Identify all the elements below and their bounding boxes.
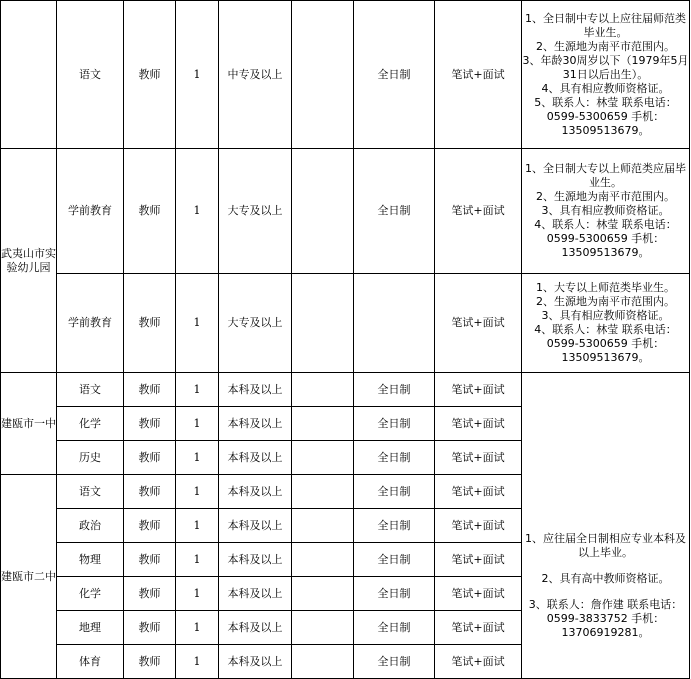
subject-cell: 学前教育 bbox=[57, 274, 124, 373]
subject-cell: 化学 bbox=[57, 577, 124, 611]
extra-cell bbox=[292, 475, 354, 509]
requirement-line: 1、应往届全日制相应专业本科及以上毕业。 bbox=[525, 531, 686, 559]
requirement-line: 2、具有高中教师资格证。 bbox=[541, 571, 670, 585]
exam-cell: 笔试+面试 bbox=[435, 149, 522, 274]
count-cell: 1 bbox=[176, 475, 219, 509]
requirement-line: 3、年龄30周岁以下（1979年5月31日以后出生）。 bbox=[522, 53, 689, 81]
study-mode-cell: 全日制 bbox=[354, 407, 435, 441]
subject-cell: 地理 bbox=[57, 611, 124, 645]
position-cell: 教师 bbox=[124, 149, 176, 274]
requirement-line: 5、联系人：林莹 联系电话：0599-5300659 手机：13509513679。 bbox=[534, 95, 677, 137]
count-cell: 1 bbox=[176, 577, 219, 611]
study-mode-cell: 全日制 bbox=[354, 475, 435, 509]
education-cell: 大专及以上 bbox=[219, 274, 292, 373]
table-row bbox=[1, 274, 690, 373]
exam-cell: 笔试+面试 bbox=[435, 475, 522, 509]
extra-cell bbox=[292, 645, 354, 679]
exam-cell: 笔试+面试 bbox=[435, 407, 522, 441]
education-cell: 本科及以上 bbox=[219, 611, 292, 645]
position-cell: 教师 bbox=[124, 645, 176, 679]
exam-cell: 笔试+面试 bbox=[435, 1, 522, 149]
count-cell: 1 bbox=[176, 1, 219, 149]
extra-cell bbox=[292, 149, 354, 274]
position-cell: 教师 bbox=[124, 441, 176, 475]
study-mode-cell: 全日制 bbox=[354, 441, 435, 475]
subject-cell: 语文 bbox=[57, 373, 124, 407]
education-cell: 中专及以上 bbox=[219, 1, 292, 149]
requirement-line: 1、大专以上师范类毕业生。 bbox=[536, 281, 675, 294]
position-cell: 教师 bbox=[124, 577, 176, 611]
subject-cell: 体育 bbox=[57, 645, 124, 679]
education-cell: 大专及以上 bbox=[219, 149, 292, 274]
extra-cell bbox=[292, 274, 354, 373]
table-row bbox=[1, 1, 690, 149]
extra-cell bbox=[292, 577, 354, 611]
subject-cell: 学前教育 bbox=[57, 149, 124, 274]
table-row bbox=[1, 149, 690, 274]
extra-cell bbox=[292, 1, 354, 149]
study-mode-cell: 全日制 bbox=[354, 373, 435, 407]
extra-cell bbox=[292, 407, 354, 441]
count-cell: 1 bbox=[176, 543, 219, 577]
count-cell: 1 bbox=[176, 441, 219, 475]
exam-cell: 笔试+面试 bbox=[435, 543, 522, 577]
count-cell: 1 bbox=[176, 373, 219, 407]
position-cell: 教师 bbox=[124, 274, 176, 373]
education-cell: 本科及以上 bbox=[219, 577, 292, 611]
position-cell: 教师 bbox=[124, 373, 176, 407]
education-cell: 本科及以上 bbox=[219, 373, 292, 407]
education-cell: 本科及以上 bbox=[219, 475, 292, 509]
exam-cell: 笔试+面试 bbox=[435, 274, 522, 373]
table-row bbox=[1, 373, 690, 407]
unit-cell: 建瓯市一中 bbox=[1, 373, 57, 475]
requirements-cell bbox=[522, 149, 690, 274]
subject-cell: 语文 bbox=[57, 475, 124, 509]
count-cell: 1 bbox=[176, 407, 219, 441]
requirement-line: 3、联系人：詹作建 联系电话：0599-3833752 手机：13706919281。 bbox=[528, 597, 683, 639]
study-mode-cell bbox=[354, 274, 435, 373]
requirement-line: 4、联系人：林莹 联系电话：0599-5300659 手机：13509513679。 bbox=[534, 218, 677, 259]
position-cell: 教师 bbox=[124, 407, 176, 441]
requirements-cell bbox=[522, 274, 690, 373]
study-mode-cell: 全日制 bbox=[354, 509, 435, 543]
requirements-cell bbox=[522, 373, 690, 679]
count-cell: 1 bbox=[176, 509, 219, 543]
exam-cell: 笔试+面试 bbox=[435, 645, 522, 679]
study-mode-cell: 全日制 bbox=[354, 611, 435, 645]
position-cell: 教师 bbox=[124, 611, 176, 645]
count-cell: 1 bbox=[176, 611, 219, 645]
extra-cell bbox=[292, 441, 354, 475]
position-cell: 教师 bbox=[124, 475, 176, 509]
exam-cell: 笔试+面试 bbox=[435, 611, 522, 645]
requirement-line: 3、具有相应教师资格证。 bbox=[541, 204, 670, 217]
count-cell: 1 bbox=[176, 645, 219, 679]
position-cell: 教师 bbox=[124, 543, 176, 577]
exam-cell: 笔试+面试 bbox=[435, 577, 522, 611]
unit-cell: 武夷山市实验幼儿园 bbox=[1, 149, 57, 373]
unit-cell: 建瓯市二中 bbox=[1, 475, 57, 679]
position-cell: 教师 bbox=[124, 509, 176, 543]
requirement-line: 2、生源地为南平市范围内。 bbox=[536, 39, 675, 53]
study-mode-cell: 全日制 bbox=[354, 149, 435, 274]
subject-cell: 化学 bbox=[57, 407, 124, 441]
extra-cell bbox=[292, 611, 354, 645]
study-mode-cell: 全日制 bbox=[354, 543, 435, 577]
study-mode-cell: 全日制 bbox=[354, 645, 435, 679]
subject-cell: 语文 bbox=[57, 1, 124, 149]
requirement-line: 2、生源地为南平市范围内。 bbox=[536, 190, 675, 203]
study-mode-cell: 全日制 bbox=[354, 1, 435, 149]
extra-cell bbox=[292, 543, 354, 577]
education-cell: 本科及以上 bbox=[219, 407, 292, 441]
exam-cell: 笔试+面试 bbox=[435, 441, 522, 475]
requirement-line: 4、联系人：林莹 联系电话：0599-5300659 手机：13509513679。 bbox=[534, 323, 677, 364]
education-cell: 本科及以上 bbox=[219, 441, 292, 475]
subject-cell: 物理 bbox=[57, 543, 124, 577]
unit-cell bbox=[1, 1, 57, 149]
requirement-line: 3、具有相应教师资格证。 bbox=[541, 309, 670, 322]
position-cell: 教师 bbox=[124, 1, 176, 149]
requirement-line: 1、全日制中专以上应往届师范类毕业生。 bbox=[525, 11, 686, 39]
education-cell: 本科及以上 bbox=[219, 645, 292, 679]
requirement-line: 1、全日制大专以上师范类应届毕业生。 bbox=[525, 162, 686, 189]
subject-cell: 政治 bbox=[57, 509, 124, 543]
count-cell: 1 bbox=[176, 274, 219, 373]
requirement-line: 2、生源地为南平市范围内。 bbox=[536, 295, 675, 308]
count-cell: 1 bbox=[176, 149, 219, 274]
education-cell: 本科及以上 bbox=[219, 543, 292, 577]
study-mode-cell: 全日制 bbox=[354, 577, 435, 611]
requirements-cell bbox=[522, 1, 690, 149]
extra-cell bbox=[292, 509, 354, 543]
exam-cell: 笔试+面试 bbox=[435, 509, 522, 543]
education-cell: 本科及以上 bbox=[219, 509, 292, 543]
exam-cell: 笔试+面试 bbox=[435, 373, 522, 407]
requirement-line: 4、具有相应教师资格证。 bbox=[541, 81, 670, 95]
subject-cell: 历史 bbox=[57, 441, 124, 475]
extra-cell bbox=[292, 373, 354, 407]
